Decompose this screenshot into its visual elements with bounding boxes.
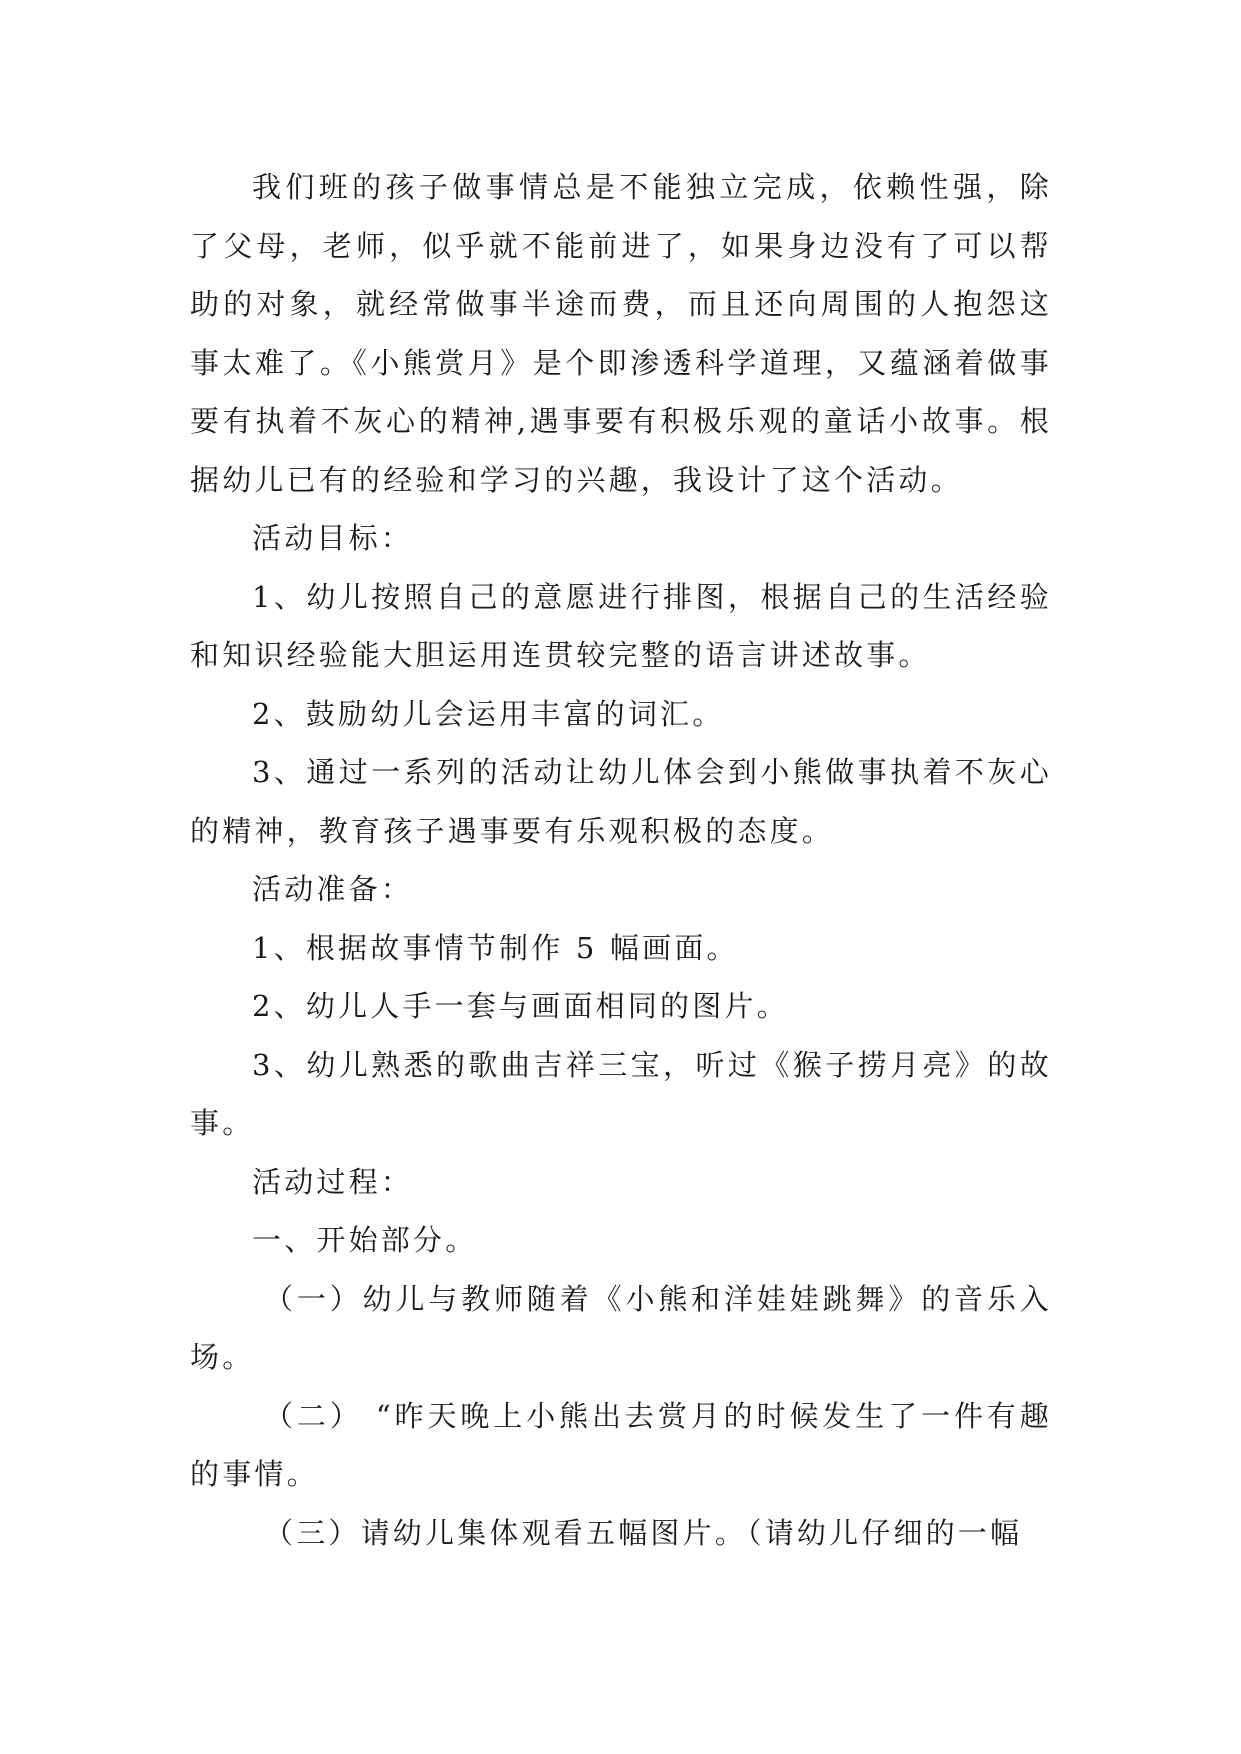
goal-item-2: 2、鼓励幼儿会运用丰富的词汇。 [252, 696, 725, 731]
section-heading-process: 活动过程： [252, 1164, 414, 1199]
section-heading-preparation: 活动准备： [252, 872, 414, 906]
process-step-2: （二） “昨天晚上小熊出去赏月的时候发生了一件有趣的事情。 [190, 1398, 1052, 1491]
intro-paragraph: 我们班的孩子做事情总是不能独立完成，依赖性强，除了父母，老师，似乎就不能前进了，如果身边没有了可以帮助的对象，就经常做事半途而费，而且还向周围的人抱怨这事太难了。《小熊赏月》是个即渗透科学道理，又蕴涵着做事要有执着不灰心的精神,遇事要有积极乐观的童话小故事。根据幼儿已有的经验和学习的兴趣，我设计了这个活动。 [190, 170, 1052, 497]
goal-item-1: 1、幼儿按照自己的意愿进行排图，根据自己的生活经验和知识经验能大胆运用连贯较完整的语言讲述故事。 [190, 579, 1052, 672]
process-part-1: 一、开始部分。 [252, 1223, 478, 1257]
preparation-item-1: 1、根据故事情节制作 5 幅画面。 [252, 930, 739, 965]
preparation-item-2: 2、幼儿人手一套与画面相同的图片。 [252, 989, 789, 1023]
process-step-3: （三）请幼儿集体观看五幅图片。（请幼儿仔细的一幅 [264, 1515, 1023, 1550]
section-heading-goals: 活动目标： [252, 521, 414, 555]
document-body [190, 158, 1052, 1562]
preparation-item-3: 3、幼儿熟悉的歌曲吉祥三宝，听过《猴子捞月亮》的故事。 [190, 1047, 1052, 1140]
goal-item-3: 3、通过一系列的活动让幼儿体会到小熊做事执着不灰心的精神，教育孩子遇事要有乐观积极的态度。 [190, 755, 1052, 848]
process-step-1: （一）幼儿与教师随着《小熊和洋娃娃跳舞》的音乐入场。 [190, 1281, 1052, 1374]
